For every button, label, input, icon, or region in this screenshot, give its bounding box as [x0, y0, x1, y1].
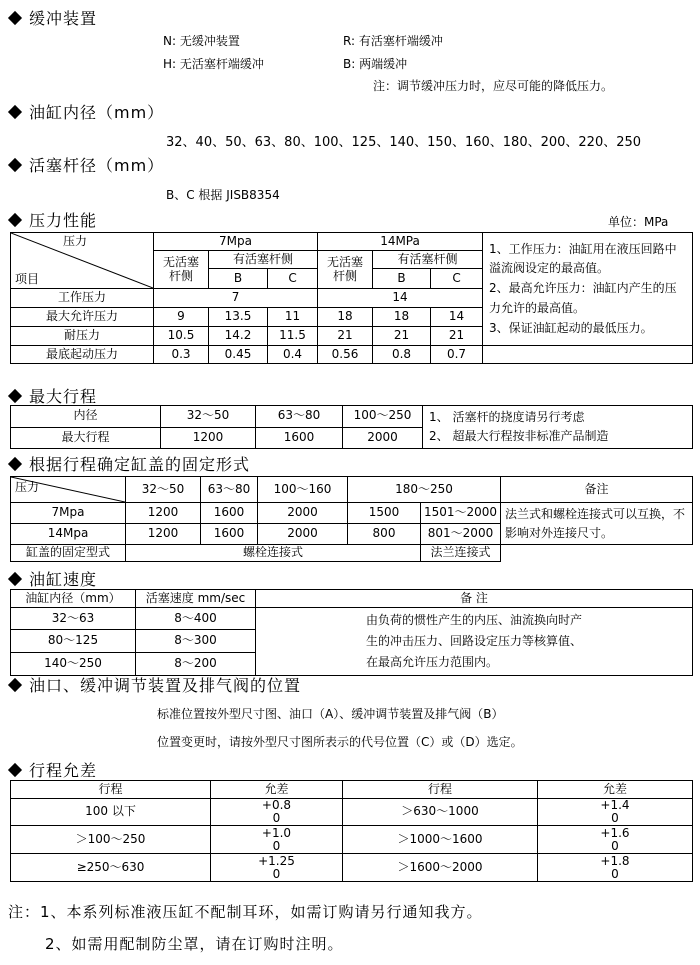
table-row: 缸盖的固定型式 螺栓连接式 法兰连接式 — [11, 545, 693, 562]
section-title-max-stroke: 最大行程 — [6, 384, 97, 407]
diamond-bullet-icon — [8, 11, 22, 25]
bore-values: 32、40、50、63、80、100、125、140、150、160、180、200、220、250 — [166, 135, 642, 150]
table-row: 80～125 8～300 — [11, 629, 693, 652]
cushion-n: N: 无缓冲装置 — [163, 34, 240, 48]
table-row: 耐压力 10.5 14.2 11.5 21 21 21 — [11, 327, 693, 346]
pressure-unit: 单位：MPa — [608, 215, 669, 229]
section-title-bore: 油缸内径（mm） — [6, 100, 164, 123]
diamond-bullet-icon — [8, 572, 22, 586]
table-row: 14Mpa 1200 1600 2000 800 801～2000 — [11, 524, 693, 545]
rod-side-7: 有活塞杆侧 — [209, 251, 318, 269]
pressure-notes: 1、工作压力：油缸用在液压回路中溢流阀设定的最高值。 2、最高允许压力：油缸内产生的压力允许的最高值。 3、保证油缸起动的最低压力。 — [483, 233, 693, 346]
cushion-b: B: 两端缓冲 — [343, 57, 408, 71]
cushion-r: R: 有活塞杆端缓冲 — [343, 34, 443, 48]
diamond-bullet-icon — [8, 457, 22, 471]
table-row: ＞100～250 +1.0 0 ＞1000～1600 +1.6 0 — [11, 826, 693, 854]
max-stroke-table: 内径 32～50 63～80 100～250 1、 活塞杆的挠度请另行考虑 2、 超最大行程按非标准产品制造 最大行程 1200 1600 2000 — [10, 405, 693, 449]
head-mount-table: 压力 32～50 63～80 100～160 180～250 备注 7Mpa 1200 1600 2000 1500 1501～2000 法兰式和螺栓连接式可以互换，不影响对外连接尺寸。 14Mpa 1200 1600 2000 800 801～2000 缸盖的固定型式 螺栓连接式 法兰连接式 — [10, 476, 693, 562]
diamond-bullet-icon — [8, 105, 22, 119]
footer-note-2: 2、如需用配制防尘罩，请在订购时注明。 — [45, 935, 344, 953]
stroke-tolerance-table: 行程 允差 行程 允差 100 以下 +0.8 0 ＞630～1000 +1.4 0 ＞100～250 +1.0 0 ＞1000～1600 +1.6 0 ≥250～630 +1.25 0 ＞1600～2000 +1.8 0 — [10, 780, 693, 882]
table-row: 7Mpa 1200 1600 2000 1500 1501～2000 法兰式和螺栓连接式可以互换，不影响对外连接尺寸。 — [11, 503, 693, 524]
header-14mpa: 14MPa — [318, 233, 483, 251]
speed-table: 油缸内径（mm） 活塞速度 mm/sec 备 注 32～63 8～400 由负荷的惯性产生的内压、油流换向时产生的冲击压力、回路设定压力等核算值、在最高允许压力范围内。 80～125 8～300 140～250 8～200 — [10, 589, 693, 676]
port-position-line1: 标准位置按外型尺寸图、油口（A）、缓冲调节装置及排气阀（B） — [157, 707, 504, 721]
diamond-bullet-icon — [8, 213, 22, 227]
section-title-cushion: 缓冲装置 — [6, 6, 97, 29]
cushion-note: 注：调节缓冲压力时，应尽可能的降低压力。 — [373, 79, 614, 93]
section-title-rod: 活塞杆径（mm） — [6, 153, 164, 176]
section-title-port-position: 油口、缓冲调节装置及排气阀的位置 — [6, 673, 301, 696]
no-rod-side-14: 无活塞 杆侧 — [318, 251, 373, 289]
table-row: 32～63 8～400 由负荷的惯性产生的内压、油流换向时产生的冲击压力、回路设定压力等核算值、在最高允许压力范围内。 — [11, 608, 693, 630]
section-title-stroke-tolerance: 行程允差 — [6, 758, 97, 781]
port-position-line2: 位置变更时，请按外型尺寸图所表示的代号位置（C）或（D）选定。 — [157, 735, 523, 749]
diamond-bullet-icon — [8, 678, 22, 692]
pressure-table: 压力 项目 7Mpa 14MPa 1、工作压力：油缸用在液压回路中溢流阀设定的最高值。 2、最高允许压力：油缸内产生的压力允许的最高值。 3、保证油缸起动的最低压力。 无活塞 杆侧 有活塞杆侧 无活塞 杆侧 有活塞杆侧 B C B C 工作压力 7 14 最大允许压力 9 13.5 11 18 18 14 耐压力 10.5 14.2 11.5 21 21 21 最底起动压力 0.3 0.45 0.4 0.56 0.8 0.7 — [10, 232, 693, 364]
pressure-diag-header: 压力 项目 — [11, 233, 154, 289]
header-7mpa: 7Mpa — [154, 233, 318, 251]
no-rod-side-7: 无活塞 杆侧 — [154, 251, 209, 289]
table-row: 最底起动压力 0.3 0.45 0.4 0.56 0.8 0.7 — [11, 346, 693, 364]
diamond-bullet-icon — [8, 763, 22, 777]
section-title-speed: 油缸速度 — [6, 567, 97, 590]
rod-side-14: 有活塞杆侧 — [373, 251, 483, 269]
max-stroke-notes: 1、 活塞杆的挠度请另行考虑 2、 超最大行程按非标准产品制造 — [423, 406, 693, 449]
table-row: 工作压力 7 14 — [11, 289, 693, 308]
table-row: 100 以下 +0.8 0 ＞630～1000 +1.4 0 — [11, 799, 693, 826]
table-row: ≥250～630 +1.25 0 ＞1600～2000 +1.8 0 — [11, 854, 693, 882]
diamond-bullet-icon — [8, 389, 22, 403]
diamond-bullet-icon — [8, 158, 22, 172]
section-title-head-mount: 根据行程确定缸盖的固定形式 — [6, 452, 250, 475]
footer-note-1: 注：1、本系列标准液压缸不配制耳环，如需订购请另行通知我方。 — [8, 903, 483, 921]
table-row: 最大行程 1200 1600 2000 — [11, 427, 693, 449]
table-row: 140～250 8～200 — [11, 652, 693, 675]
rod-values: B、C 根据 JISB8354 — [166, 188, 280, 202]
table-row: 最大允许压力 9 13.5 11 18 18 14 — [11, 308, 693, 327]
speed-note: 由负荷的惯性产生的内压、油流换向时产生的冲击压力、回路设定压力等核算值、在最高允许压力范围内。 — [256, 608, 693, 676]
head-mount-note: 法兰式和螺栓连接式可以互换，不影响对外连接尺寸。 — [501, 503, 693, 545]
cushion-h: H: 无活塞杆端缓冲 — [163, 57, 264, 71]
section-title-pressure: 压力性能 — [6, 208, 97, 231]
head-mount-diag-header: 压力 — [11, 477, 126, 503]
